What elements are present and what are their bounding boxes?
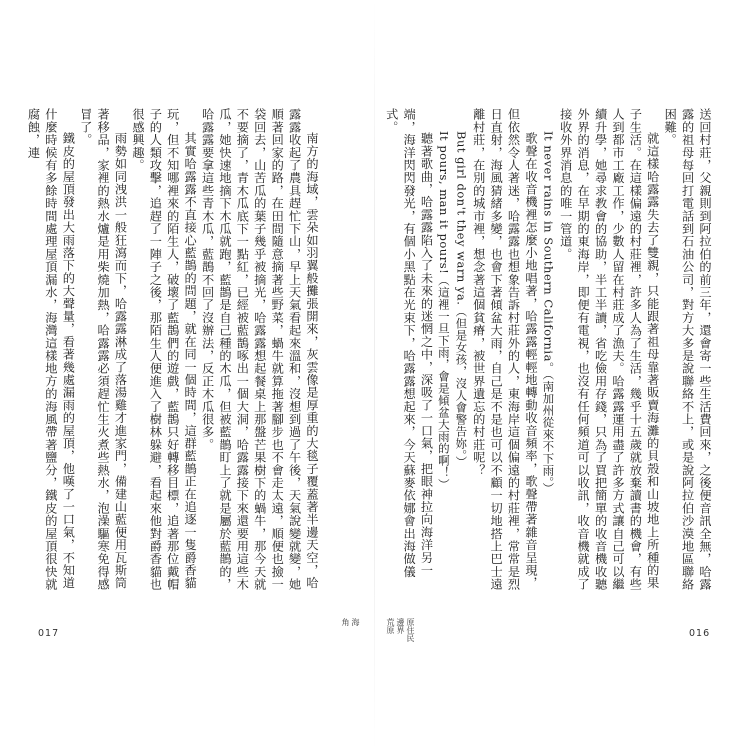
english-lyric-line: It never rains in Southern California。（南加州從來不下雨。） [541, 131, 556, 495]
running-head-line: 邊界 [396, 618, 405, 634]
running-head [385, 618, 415, 642]
running-head-line: 角 [341, 618, 350, 626]
paragraph: 歌聲在收音機裡怎麼小地唱著，哈露露輕輕地轉動收音頻率，歌聲帶著雜音呈現，但依然令人著迷，哈露露也想象告訴村莊外的人，東海岸這個偏遠的村莊裡，常常是烈日直射，海風猜緒多變，也會下著傾盆大雨，自己是不是也可以不顧一切地搭上巴士遠離村莊，在別的城市裡，想念著這個貧瘠，被世界遺忘的村莊呢？ [471, 108, 538, 591]
paragraph: 就這樣哈露露失去了雙親，只能跟著祖母靠著販賣海灘的貝殼和山坡地上所種的果子生活。在這樣偏遠的村莊裡，許多人為了生活，幾乎十五歲就放棄讀書的機會，有些人到都市工廠工作，少數人留在村莊成了漁夫。哈露露運用盡了許多方式讓自己可以繼續升學，她尋求教會的協助，半工半讀，省吃儉用存錢，只為了買把簡單的收音機收聽外界的消息，在早期的東海岸，即便有電視，也沒有任何頻道可以收訊，收音機就成了接收外界消息的唯一管道。 [558, 108, 660, 591]
paragraph: 雨勢如同洩洪一般狂瀉而下，哈露露淋成了落湯雞才進家門，備建山藍便用瓦斯筒著移品，家裡的熱水爐是用柴燒加熱，哈露露必須趕忙生火煮些熱水，泡澡驅寒免得感冒了。 [78, 108, 128, 591]
left-page-text [26, 108, 320, 593]
paragraph: 南方的海域，雲朵如羽翼般攤張開來，灰雲像是厚重的大毯子覆蓋著半邊天空，哈露露收起了農具趕忙下山，早上天氣看起來溫和，沒想到過了午後，天氣說變就變，她順著回家的路，在田間隨意摘著些野菜，蝸牛就算拖著腳步也不會走太遠，順便也撿一袋回去，山苦瓜的葉子幾乎被摘光，哈露露想起餐桌上那盤芒果樹下的蝸牛，那今天就不要摘了，青木瓜底下一點紅，已經被藍鵲啄出一個大洞，哈露露接下來還要用這些木瓜，她快速地摘下木瓜就跑，藍鵲是自己種的木瓜，但被藍鵲盯上了就是屬於藍鵲的，哈露露要拿這些青木瓜，藍鵲不回了沒辦法，反正木瓜很多。 [200, 108, 319, 591]
running-head-line: 原住民 [406, 618, 415, 642]
english-lyric-line: It pours, man it pours!（這裡一旦下雨，會是傾盆大雨的啊！） [436, 131, 451, 491]
page-number: 017 [38, 628, 60, 639]
running-head-line: 海 [351, 618, 360, 626]
paragraph: 鐵皮的屋頂發出大雨落下的大聲量，看著幾處漏雨的屋頂，他嘆了一口氣，不知道什麼時候有多餘時間處理屋頂漏水，海灣這樣地方的海風帶著鹽分，鐵皮的屋頂很快就腐蝕，連 [26, 108, 76, 591]
running-head-line: 荒原 [386, 618, 395, 634]
right-page-text [384, 108, 713, 593]
paragraph: 其實哈露露不直接心藍鵲的問題，就在同一個時間，這群藍鵲正在追逐一隻爵香貓玩，但不知哪裡來的陌生人，破壞了藍鵲們的遊戲，藍鵲只好轉移目標，追著那位戴帽子的人類攻擊，追趕了一陣子之後，那陌生人便進入了樹林躲避，看起來他對爵香貓也很感興趣。 [130, 108, 198, 591]
page-number: 016 [689, 628, 711, 639]
paragraph: 聽著歌曲，哈露露陷入了未來的迷惘之中，深吸了一口氣，把眼神拉向海洋另一端，海洋閃閃發光，有個小黑點在光束下，哈露露想起來，今天蘇麥依娜會出海做儀式。 [384, 108, 434, 578]
running-head [338, 618, 360, 626]
paragraph: 送回村莊，父親則到阿拉伯的前三年，還會寄一些生活費回來，之後便音訊全無，哈露露的祖母每回打電話到石油公司，對方大多是說聯絡不上，或是說阿拉伯沙漠地區聯絡困難。 [663, 108, 712, 591]
english-lyric-line: But girl don't they warn ya.（但是女孩，沒人會警告妳。） [454, 131, 469, 468]
right-page [375, 0, 750, 750]
